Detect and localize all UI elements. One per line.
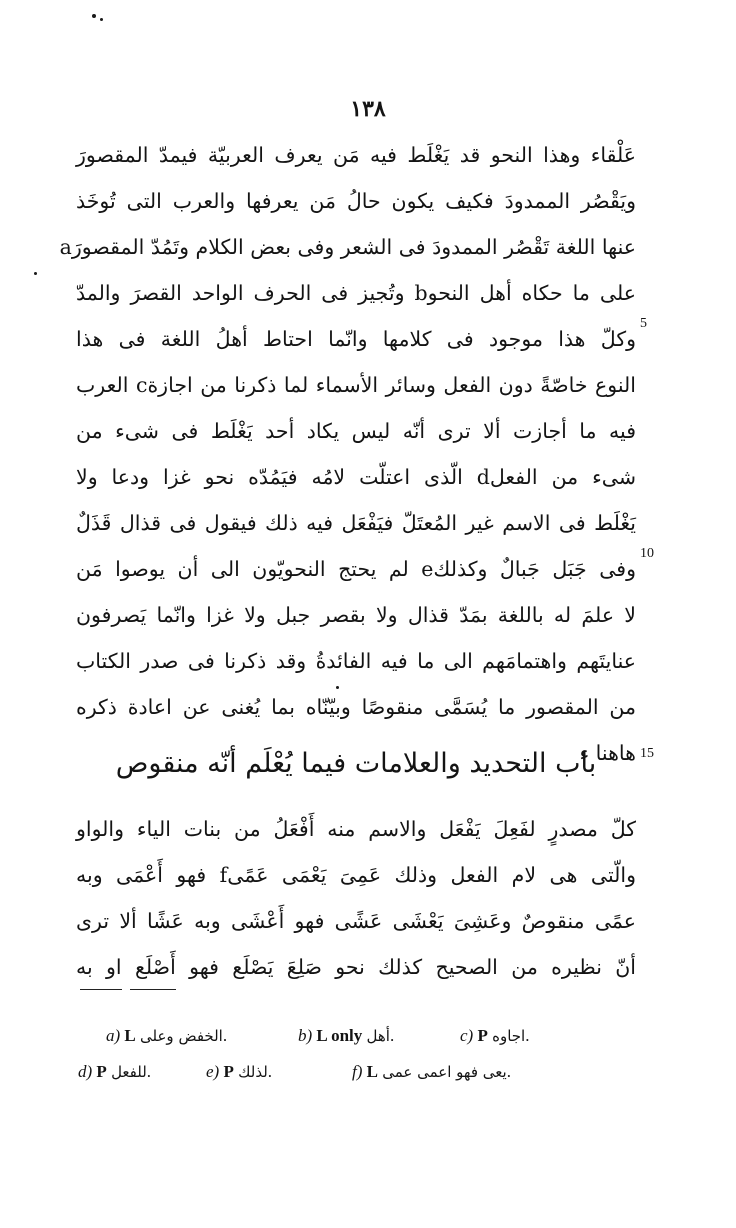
body-line-4: على ما حكاه أهل النحوb وتُجيز فى الحرف الواحد القصرَ والمدّ — [76, 281, 636, 305]
footnote-letter: c) — [460, 1026, 474, 1045]
footnote-c — [460, 1026, 529, 1046]
margin-line-number-5: 5 — [640, 316, 647, 331]
footnote-a — [106, 1026, 227, 1046]
chapter-paragraph — [76, 806, 636, 990]
footnote-reading: لذلك — [238, 1063, 268, 1081]
footnote-reading: أهل — [366, 1027, 390, 1045]
footnote-reading: الخفض وعلى — [140, 1027, 223, 1045]
footnote-reading: للفعل — [111, 1063, 147, 1081]
body-line-8: شىء من الفعلd الّذى اعتلّت لامُه فيَمُدّه نحو غزا ودعا ولا — [76, 465, 637, 489]
footnote-source: P — [96, 1062, 107, 1081]
footnote-rule — [80, 989, 122, 990]
footnote-source: L — [366, 1062, 378, 1081]
footnote-e — [206, 1062, 272, 1082]
body-paragraph — [59, 132, 637, 776]
footnote-end: . — [146, 1062, 152, 1081]
margin-line-number-10: 10 — [640, 546, 654, 561]
footnote-b — [298, 1026, 394, 1046]
body-line-13: من المقصور ما يُسَمَّى منقوصًا وبيّنّاه بما يُغنى عن اعادة ذكره — [76, 695, 636, 719]
page-number: ١٣٨ — [350, 96, 386, 122]
footnote-f — [352, 1062, 511, 1082]
body-line-11: لا علمَ له باللغة بمَدّ قذال ولا بقصر جبل ولا غزا وانّما يَصرفون — [76, 603, 636, 627]
footnote-letter: b) — [298, 1026, 313, 1045]
footnote-end: . — [389, 1026, 395, 1045]
footnote-end: . — [525, 1026, 530, 1045]
body-line-2: ويَقْصُر الممدودَ فكيف يكون حالُ مَن يعرفها والعرب التى تُوخَذ — [76, 189, 636, 213]
chapter-line-2: والّتى هى لام الفعل وذلك عَمِىَ يَعْمَى عَمًىf فهو أَعْمَى وبه — [76, 863, 636, 887]
footnote-source: L — [124, 1026, 136, 1045]
footnote-source: P — [223, 1062, 234, 1081]
footnote-reading: اجاوه — [492, 1027, 526, 1045]
footnote-end: . — [267, 1062, 273, 1081]
body-line-14: هاهنا ء — [579, 741, 636, 765]
body-line-1: عَلْقاء وهذا النحو قد يَغْلَط فيه مَن يعرف العربيّة فيمدّ المقصورَ — [76, 143, 636, 167]
footnote-source: L only — [316, 1026, 363, 1045]
footnote-letter: d) — [78, 1062, 93, 1081]
footnote-end: . — [506, 1062, 511, 1081]
body-line-3: عنها اللغة تَقْصُر الممدودَ فى الشعر وفى بعض الكلام وتَمُدّ المقصورَa — [59, 235, 636, 259]
ink-speck — [92, 14, 96, 18]
chapter-heading: باب التحديد والعلامات فيما يُعْلَم أنّه منقوص — [115, 748, 597, 779]
chapter-line-1: كلّ مصدرٍ لفَعِلَ يَفْعَل والاسم منه أَفْعَلُ من بنات الياء والواو — [76, 817, 636, 841]
footnote-end: . — [222, 1026, 228, 1045]
ink-speck — [34, 272, 37, 275]
body-line-12: عنايتَهم واهتمامَهم الى ما فيه الفائدةُ وقد ذكرنا فى صدر الكتاب — [76, 649, 636, 673]
footnote-letter: e) — [206, 1062, 220, 1081]
chapter-line-4: أنّ نظيره من الصحيح كذلك نحو صَلِعَ يَصْلَع فهو أَصْلَع او به — [76, 955, 636, 979]
footnote-source: P — [477, 1026, 488, 1045]
body-line-6: النوع خاصّةً دون الفعل وسائر الأسماء لما ذكرنا من اجازةc العرب — [76, 373, 636, 397]
ink-speck — [100, 18, 103, 21]
footnote-letter: a) — [106, 1026, 121, 1045]
body-line-5: وكلّ هذا موجود فى كلامها وانّما احتاط أهلُ اللغة فى هذا — [76, 327, 636, 351]
body-line-7: فيه ما أجازت ألا ترى أنّه ليس يكاد أحد يَغْلَط فى شىء من — [76, 419, 636, 443]
body-line-10: وفى جَبَل جَبالٌ وكذلكe لم يحتج النحويّون الى أن يوصوا مَن — [76, 557, 636, 581]
footnote-rule — [130, 989, 176, 990]
body-line-9: يَغْلَط فى الاسم غير المُعتَلّ فيَفْعَل فيه ذلك فيقول فى قذال قَذَلٌ — [76, 511, 636, 535]
chapter-line-3: عمًى منقوصٌ وعَشِىَ يَعْشَى عَشًى فهو أَعْشَى وبه عَشًا ألا ترى — [76, 909, 636, 933]
footnote-reading: يعى فهو اعمى عمى — [382, 1063, 507, 1081]
footnote-letter: f) — [352, 1062, 363, 1081]
footnote-d — [78, 1062, 151, 1082]
margin-line-number-15: 15 — [640, 746, 654, 761]
